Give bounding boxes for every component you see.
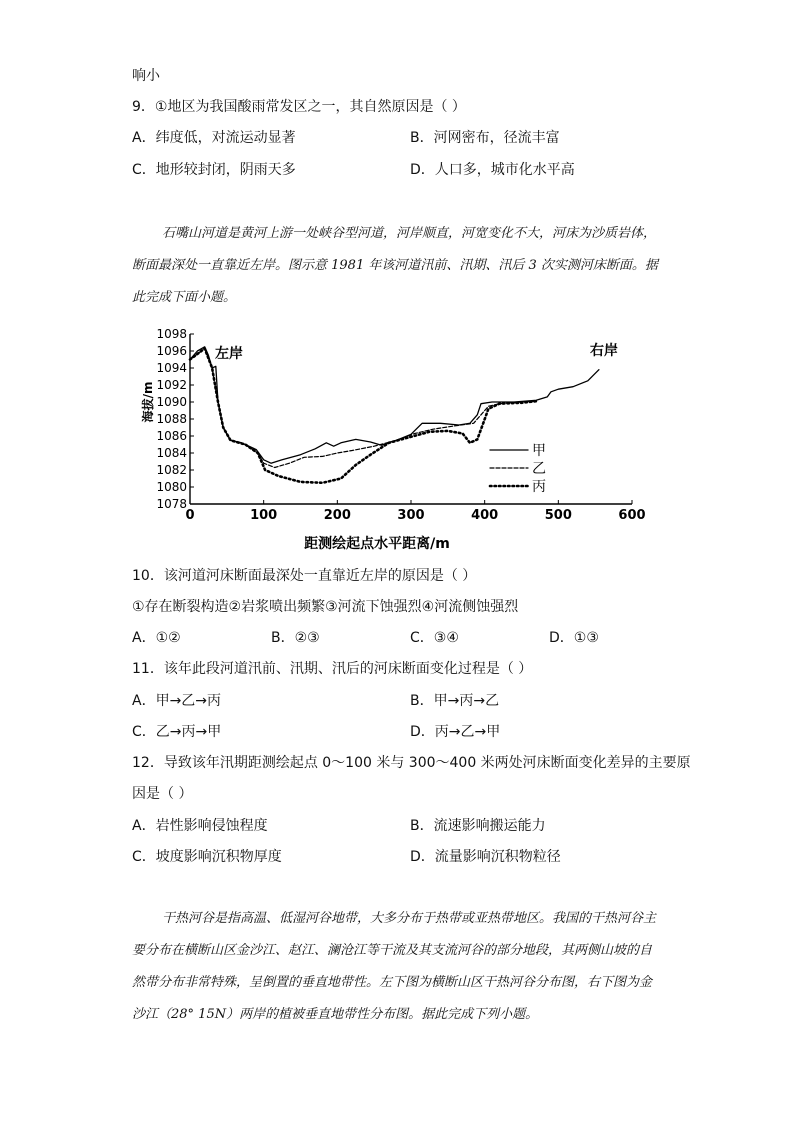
x-tick-label: 500 — [544, 508, 572, 523]
series-line-丙 — [190, 349, 536, 483]
q11-option-c: C．乙→丙→甲 — [132, 724, 222, 740]
y-tick-label: 1084 — [156, 446, 187, 460]
passage-paragraph: 干热河谷是指高温、低湿河谷地带，大多分布于热带或亚热带地区。我国的干热河谷主要分布在横断山区金沙江、赵江、澜沧江等干流及其支流河谷的部分地段，其两侧山坡的自然带分布非常特殊，呈倒置的垂直地带性。左下图为横断山区干热河谷分布图，右下图为金沙江（28° 15N）两岸的植被垂直地带性分布图。据此完成下列小题。 — [132, 911, 657, 1022]
q12-option-d: D．流量影响沉积物粒径 — [410, 849, 561, 865]
q12-option-b: B．流速影响搬运能力 — [410, 818, 546, 834]
y-tick-label: 1086 — [156, 429, 187, 443]
q11-option-b: B．甲→丙→乙 — [410, 693, 500, 709]
q9-option-c: C．地形较封闭，阴雨天多 — [132, 162, 296, 178]
q10-statements: ①存在断裂构造②岩浆喷出频繁③河流下蚀强烈④河流侧蚀强烈 — [132, 599, 519, 615]
q10-option-c: C．③④ — [410, 630, 459, 646]
y-axis-label: 海拔/m — [141, 381, 155, 423]
q12-option-a: A．岩性影响侵蚀程度 — [132, 818, 268, 834]
y-tick-label: 1096 — [156, 344, 187, 358]
x-axis-label: 距测绘起点水平距离/m — [304, 536, 450, 552]
q12-stem-line1: 12．导致该年汛期距测绘起点 0～100 米与 300～400 米两处河床断面变化差异的主要原 — [132, 755, 691, 771]
y-tick-label: 1080 — [156, 480, 187, 494]
y-tick-label: 1088 — [156, 412, 187, 426]
passage-paragraph: 石嘴山河道是黄河上游一处峡谷型河道，河岸顺直，河宽变化不大，河床为沙质岩体，断面最深处一直靠近左岸。图示意 1981 年该河道汛前、汛期、汛后 3 次实测河床断面。据此完成下面小题。 — [132, 226, 658, 305]
chart-legend — [490, 443, 546, 495]
q9-option-b: B．河网密布，径流丰富 — [410, 130, 560, 146]
y-tick-label: 1098 — [156, 327, 187, 341]
passage-shizuishan — [132, 218, 664, 314]
x-tick-label: 400 — [471, 508, 499, 523]
x-tick-label: 0 — [185, 508, 195, 523]
annotation-left-bank: 左岸 — [215, 346, 243, 362]
q9-option-a: A．纬度低，对流运动显著 — [132, 130, 296, 146]
chart-axes — [190, 334, 632, 504]
y-tick-label: 1090 — [156, 395, 187, 409]
q9-stem: 9．①地区为我国酸雨常发区之一，其自然原因是（ ） — [132, 99, 466, 115]
legend-label-丙: 丙 — [532, 479, 546, 495]
x-tick-label: 300 — [397, 508, 425, 523]
annotation-right-bank: 右岸 — [590, 343, 618, 359]
q10-stem: 10．该河道河床断面最深处一直靠近左岸的原因是（ ） — [132, 568, 477, 584]
q12-stem-line2: 因是（ ） — [132, 786, 193, 802]
legend-label-乙: 乙 — [532, 461, 546, 477]
legend-label-甲: 甲 — [532, 443, 546, 459]
q10-option-b: B．②③ — [271, 630, 320, 646]
q9-option-d: D．人口多，城市化水平高 — [410, 162, 575, 178]
q12-option-c: C．坡度影响沉积物厚度 — [132, 849, 282, 865]
q11-stem: 11．该年此段河道汛前、汛期、汛后的河床断面变化过程是（ ） — [132, 661, 533, 677]
y-tick-label: 1078 — [156, 497, 187, 511]
y-tick-label: 1082 — [156, 463, 187, 477]
x-tick-label: 200 — [323, 508, 351, 523]
x-tick-label: 600 — [618, 508, 646, 523]
passage-dry-hot-valley — [132, 903, 664, 1031]
riverbed-section-chart — [135, 322, 655, 552]
q11-option-a: A．甲→乙→丙 — [132, 693, 222, 709]
y-tick-label: 1092 — [156, 378, 187, 392]
series-line-乙 — [190, 349, 536, 468]
q10-option-a: A．①② — [132, 630, 181, 646]
q8-tail: 响小 — [132, 68, 160, 84]
x-tick-label: 100 — [250, 508, 278, 523]
q10-option-d: D．①③ — [549, 630, 599, 646]
y-tick-label: 1094 — [156, 361, 187, 375]
q11-option-d: D．丙→乙→甲 — [410, 724, 501, 740]
